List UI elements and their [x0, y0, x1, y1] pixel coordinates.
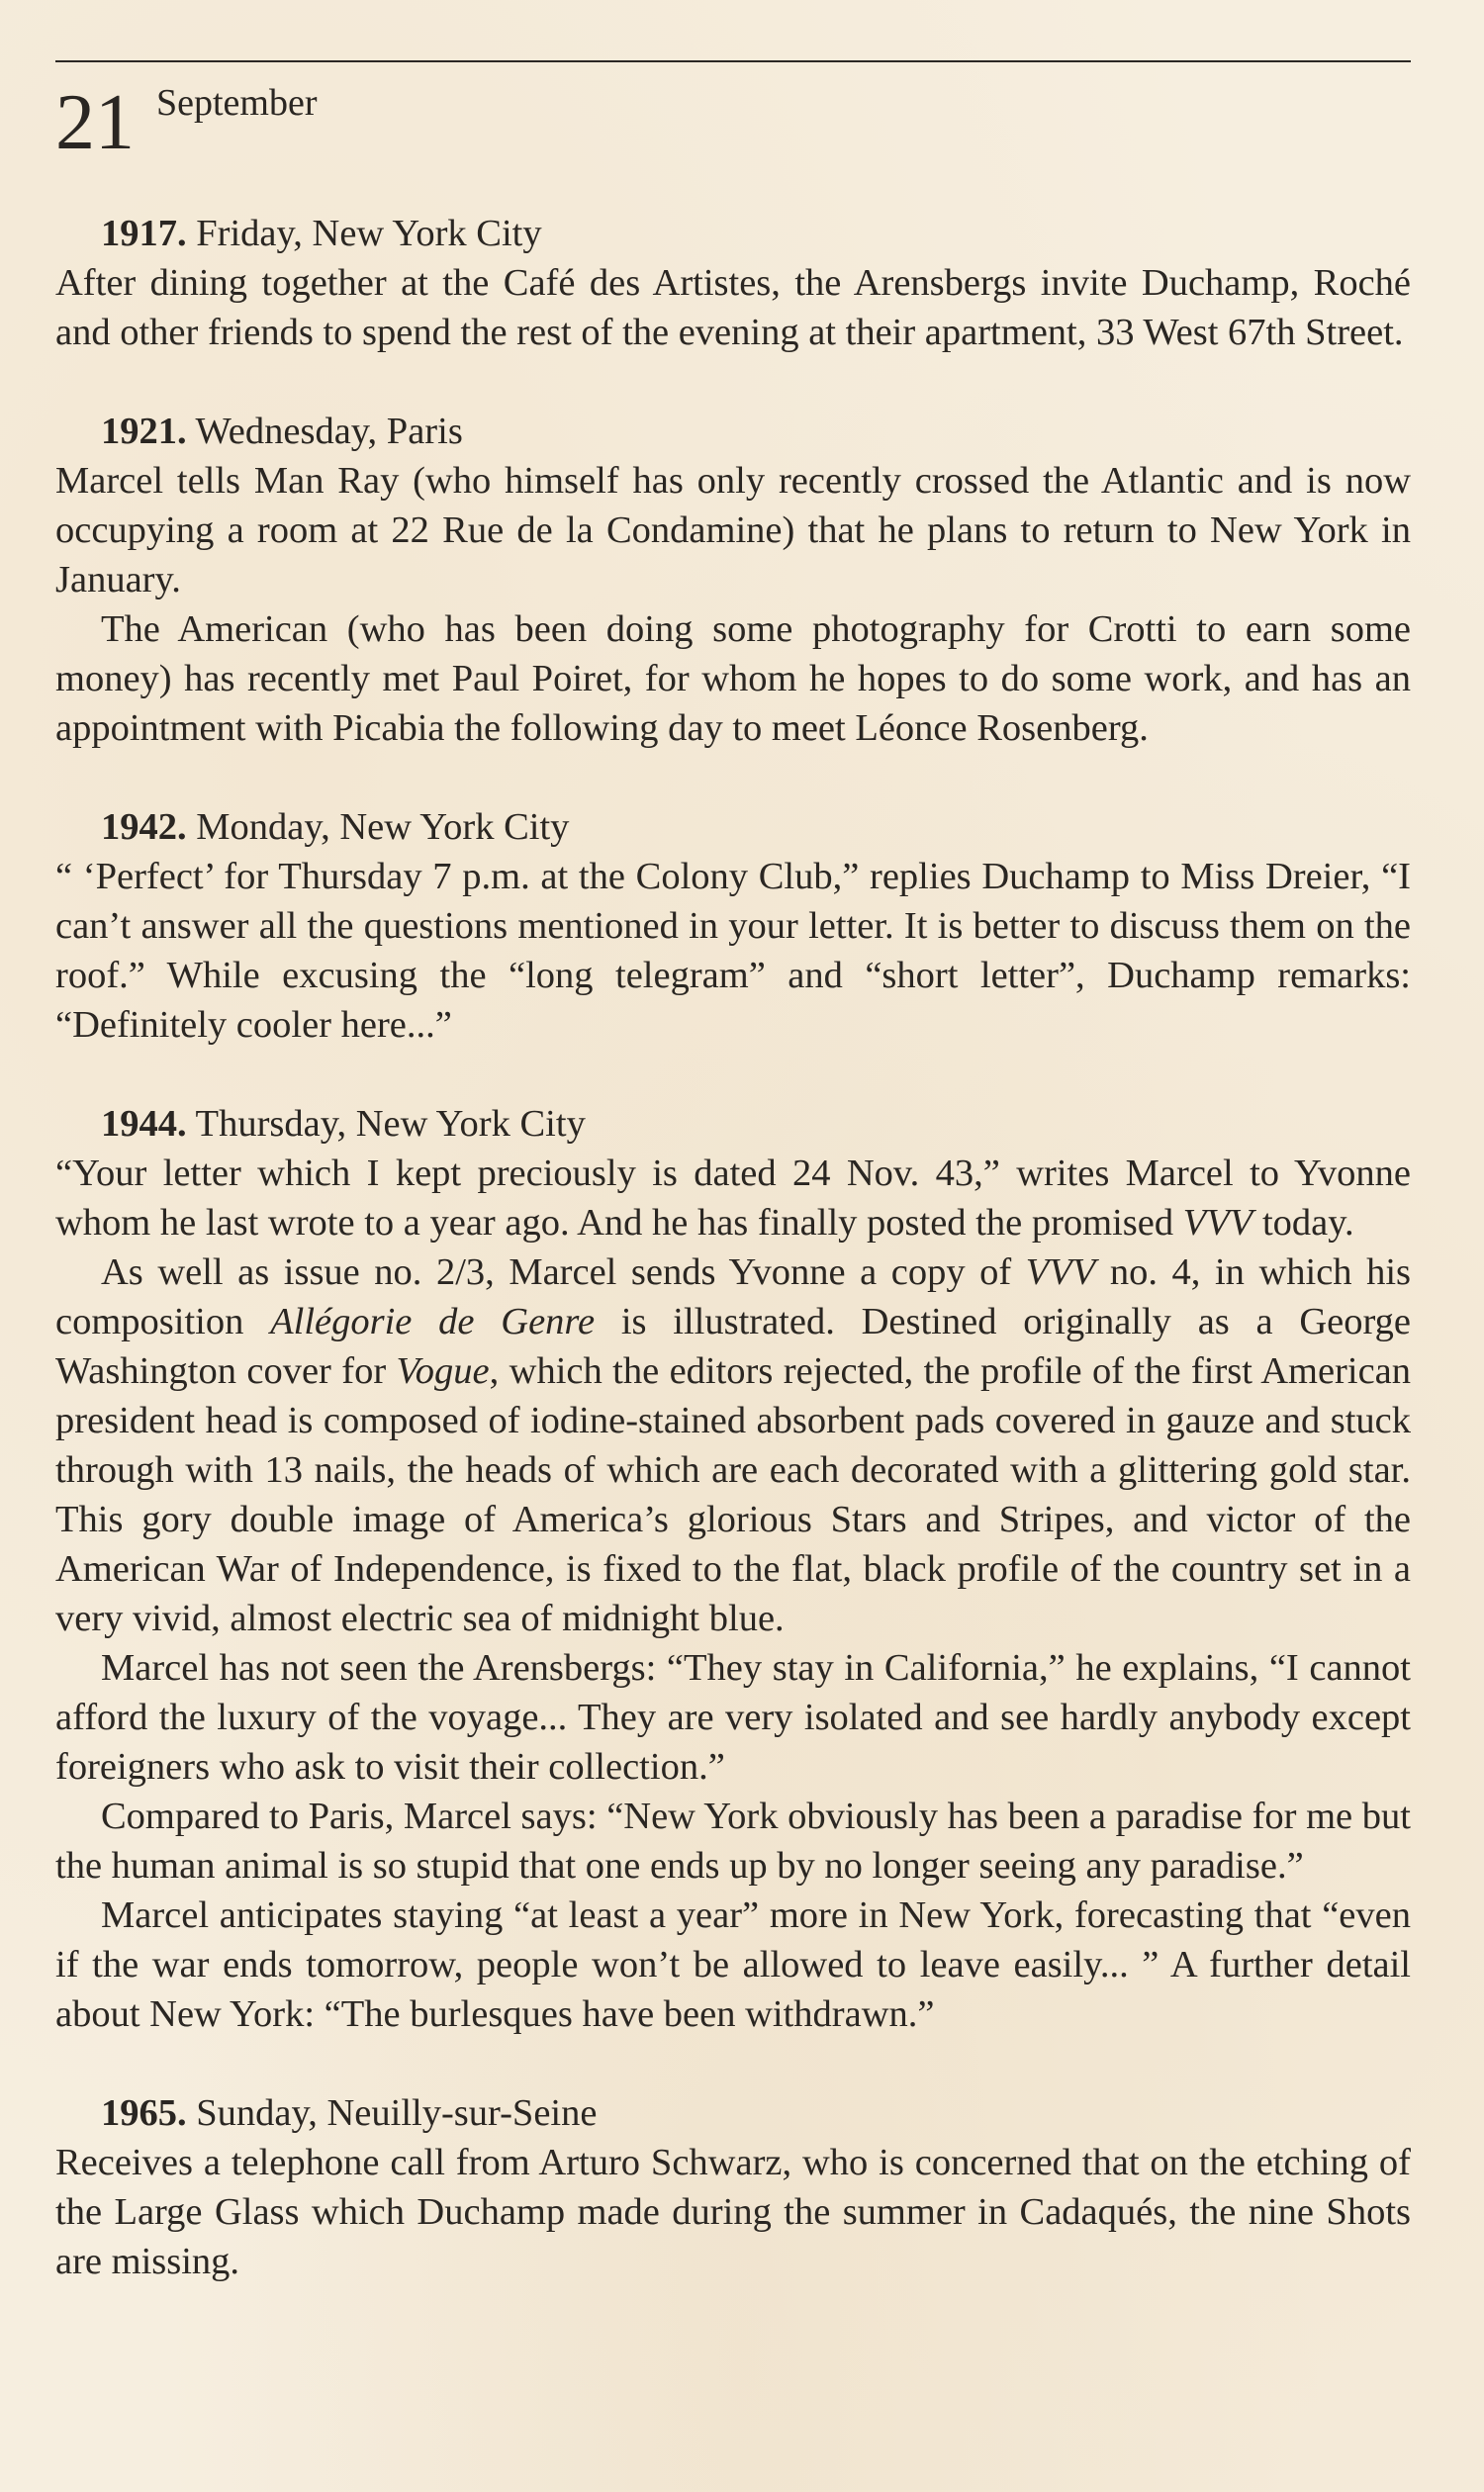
- entry-paragraph: [55, 1891, 1411, 2039]
- paragraph-text: After dining together at the Café des Artistes, the Arensbergs invite Duchamp, Roché and other friends to spend the rest of the evening at their apartment, 33 West 67th Street.: [55, 262, 1411, 353]
- entry-heading: [55, 2088, 1411, 2138]
- paragraph-text: Receives a telephone call from Arturo Schwarz, who is concerned that on the etching of the Large Glass which Duchamp made during the summer in Cadaqués, the nine Shots are missing.: [55, 2142, 1411, 2282]
- entry-day-place: Sunday, Neuilly-sur-Seine: [186, 2092, 598, 2134]
- paragraph-text: Compared to Paris, Marcel says: “New York obviously has been a paradise for me but the human animal is so stupid that one ends up by no longer seeing any paradise.”: [55, 1796, 1411, 1887]
- entry-day-place: Monday, New York City: [186, 806, 570, 848]
- paragraph-text: , which the editors rejected, the profile of the first American president head is composed of iodine-stained absorbent pads covered in gauze and stuck through with 13 nails, the heads of which are each decorated with a glittering gold star. This gory double image of America’s glorious Stars and Stripes, and victor of the American War of Independence, is fixed to the flat, black profile of the country set in a very vivid, almost electric sea of midnight blue.: [55, 1350, 1411, 1639]
- entry-year: 1965.: [101, 2092, 187, 2134]
- italic-title: Vogue: [396, 1350, 490, 1392]
- paragraph-text: “Your letter which I kept preciously is dated 24 Nov. 43,” writes Marcel to Yvonne whom he last wrote to a year ago. And he has finally posted the promised: [55, 1153, 1411, 1244]
- italic-title: Allégorie de Genre: [270, 1301, 596, 1342]
- entry-day-place: Friday, New York City: [186, 213, 542, 254]
- diary-entry: [55, 802, 1411, 1050]
- entry-heading: [55, 802, 1411, 852]
- paragraph-text: Marcel has not seen the Arensbergs: “They stay in California,” he explains, “I cannot afford the luxury of the voyage... They are very isolated and see hardly anybody except foreigners who ask to visit their collection.”: [55, 1647, 1411, 1788]
- entry-paragraph: [55, 604, 1411, 753]
- entry-paragraph: [55, 852, 1411, 1050]
- paragraph-text: As well as issue no. 2/3, Marcel sends Yvonne a copy of: [101, 1251, 1026, 1293]
- entry-paragraph: [55, 1643, 1411, 1792]
- paragraph-text: is illustrated. Destined originally as a George Washington cover for: [55, 1301, 1411, 1392]
- entry-paragraph: [55, 258, 1411, 357]
- entry-year: 1917.: [101, 213, 187, 254]
- paragraph-text: Marcel anticipates staying “at least a year” more in New York, forecasting that “even if the war ends tomorrow, people won’t be allowed to leave easily... ” A further detail about New York: “The burlesques have been withdrawn.”: [55, 1894, 1411, 2035]
- paragraph-text: today.: [1252, 1202, 1354, 1244]
- paragraph-text: The American (who has been doing some photography for Crotti to earn some money) has recently met Paul Poiret, for whom he hopes to do some work, and has an appointment with Picabia the following day to meet Léonce Rosenberg.: [55, 608, 1411, 749]
- entry-year: 1944.: [101, 1103, 187, 1145]
- entry-paragraph: [55, 1247, 1411, 1643]
- entry-day-place: Thursday, New York City: [186, 1103, 586, 1145]
- date-day: 21: [55, 79, 135, 166]
- entry-paragraph: [55, 1149, 1411, 1247]
- entry-year: 1942.: [101, 806, 187, 848]
- entry-year: 1921.: [101, 411, 187, 452]
- paragraph-text: no. 4, in which his composition: [55, 1251, 1411, 1342]
- top-rule-divider: [55, 60, 1411, 62]
- paragraph-text: Marcel tells Man Ray (who himself has only recently crossed the Atlantic and is now occupying a room at 22 Rue de la Condamine) that he plans to return to New York in January.: [55, 460, 1411, 600]
- entry-paragraph: [55, 456, 1411, 604]
- entry-heading: [55, 1099, 1411, 1149]
- italic-title: VVV: [1182, 1202, 1253, 1244]
- italic-title: VVV: [1025, 1251, 1096, 1293]
- diary-entry: [55, 407, 1411, 753]
- entry-paragraph: [55, 2138, 1411, 2286]
- entry-day-place: Wednesday, Paris: [186, 411, 463, 452]
- diary-entry: [55, 1099, 1411, 2039]
- diary-entry: [55, 2088, 1411, 2286]
- date-header: [55, 77, 318, 166]
- entries-list: [55, 209, 1411, 2336]
- diary-entry: [55, 209, 1411, 357]
- paragraph-text: “ ‘Perfect’ for Thursday 7 p.m. at the Colony Club,” replies Duchamp to Miss Dreier, “I can’t answer all the questions mentioned in your letter. It is better to discuss them on the roof.” While excusing the “long telegram” and “short letter”, Duchamp remarks: “Definitely cooler here...”: [55, 856, 1411, 1046]
- entry-heading: [55, 407, 1411, 456]
- entry-paragraph: [55, 1792, 1411, 1891]
- date-month: September: [156, 82, 318, 124]
- entry-heading: [55, 209, 1411, 258]
